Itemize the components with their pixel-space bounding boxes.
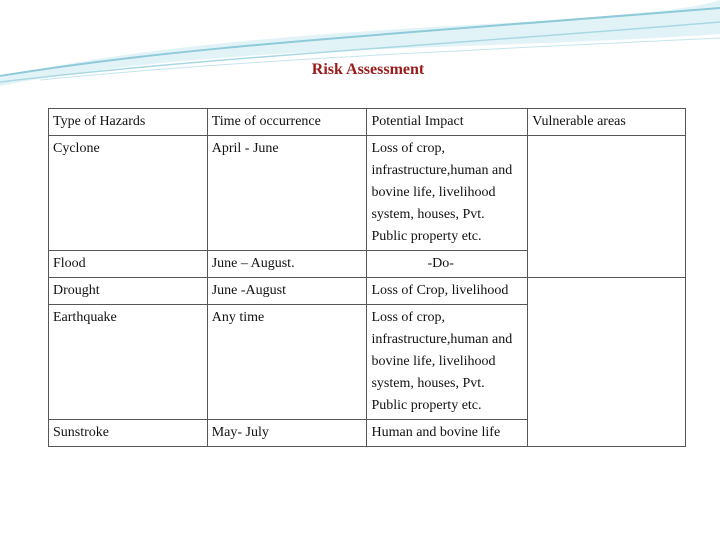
table-header-row	[49, 109, 686, 136]
slide-title: Risk Assessment	[311, 61, 425, 78]
cell-hazard: Drought	[49, 278, 208, 305]
cell-impact	[367, 251, 528, 278]
impact-ditto-text: -Do-	[427, 256, 454, 271]
cell-time: June -August	[207, 278, 367, 305]
cell-hazard: Earthquake	[49, 305, 208, 420]
cell-time: April - June	[207, 136, 367, 251]
header-vulnerable-areas: Vulnerable areas	[528, 109, 686, 136]
cell-impact: Human and bovine life	[367, 420, 528, 447]
cell-time: Any time	[207, 305, 367, 420]
cell-time: May- July	[207, 420, 367, 447]
cell-impact: Loss of crop, infrastructure,human and bovine life, livelihood system, houses, Pvt. Public property etc.	[367, 136, 528, 251]
cell-impact: Loss of Crop, livelihood	[367, 278, 528, 305]
cell-areas	[528, 136, 686, 278]
cell-hazard: Flood	[49, 251, 208, 278]
header-potential-impact: Potential Impact	[367, 109, 528, 136]
table-row	[49, 278, 686, 305]
header-time-of-occurrence: Time of occurrence	[207, 109, 367, 136]
header-swoosh-decoration	[0, 0, 720, 100]
cell-hazard: Cyclone	[49, 136, 208, 251]
cell-areas	[528, 278, 686, 447]
cell-hazard: Sunstroke	[49, 420, 208, 447]
table-row	[49, 136, 686, 251]
header-type-of-hazards: Type of Hazards	[49, 109, 208, 136]
cell-impact: Loss of crop, infrastructure,human and bovine life, livelihood system, houses, Pvt. Public property etc.	[367, 305, 528, 420]
cell-time: June – August.	[207, 251, 367, 278]
risk-assessment-table	[48, 108, 686, 447]
